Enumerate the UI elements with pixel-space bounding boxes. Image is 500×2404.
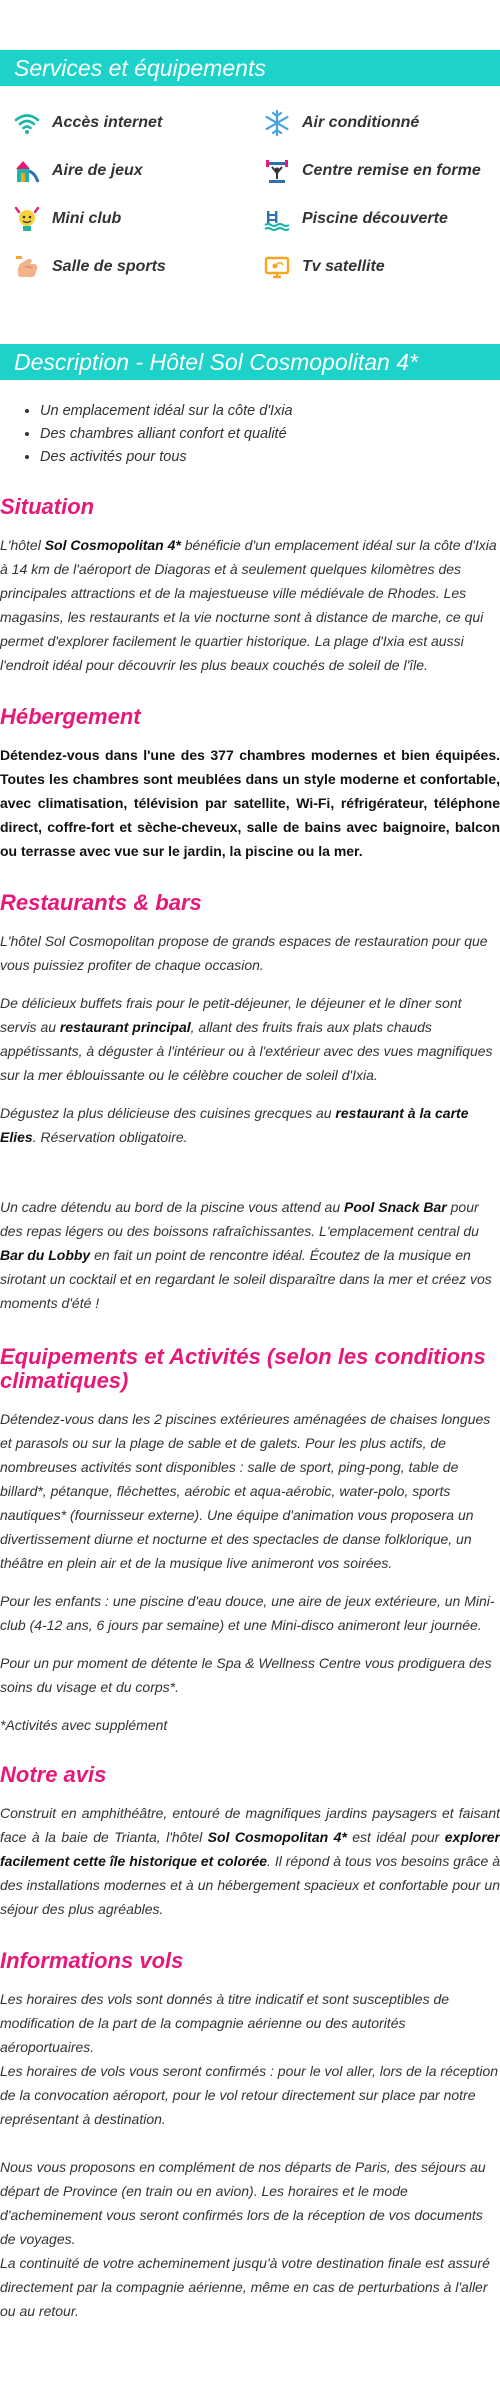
service-label: Salle de sports — [52, 258, 166, 275]
restaurants-section — [0, 891, 500, 1315]
section-title: Hébergement — [0, 704, 141, 729]
mini-club-icon — [10, 204, 44, 234]
service-tv — [260, 252, 500, 282]
tv-icon — [260, 252, 294, 282]
avis-section — [0, 1763, 500, 1921]
highlights-list — [0, 400, 500, 469]
section-title: Notre avis — [0, 1762, 107, 1787]
equipements-text-1: Détendez-vous dans les 2 piscines extérieures aménagées de chaises longues et parasols ou sur la plage de sable et de galets. Pour les plus actifs, de nombreuses activités sont disponibles : salle de sport, ping-pong, table de billard*, pétanque, fléchettes, aérobic et aqua-aérobic, water-polo, sports nautiques* (fournisseur externe). Une équipe d'animation vous proposera un divertissement diurne et nocturne et des spectacles de danse folklorique, un théâtre en plein air et de la musique live animeront vos soirées. — [0, 1411, 491, 1571]
fitness-icon — [260, 156, 294, 186]
hebergement-text: Détendez-vous dans l'une des 377 chambres modernes et bien équipées. Toutes les chambres sont meublées dans un style moderne et confortable, avec climatisation, télévision par satellite, Wi-Fi, réfrigérateur, téléphone direct, coffre-fort et sèche-cheveux, salle de bains avec baignoire, balcon ou terrasse avec vue sur le jardin, la piscine ou la mer. — [0, 747, 500, 859]
service-pool — [260, 204, 500, 234]
sports-icon — [10, 252, 44, 282]
list-item: • Des activités pour tous — [40, 446, 500, 469]
service-sports — [10, 252, 260, 282]
service-label: Centre remise en forme — [302, 162, 481, 179]
service-label: Aire de jeux — [52, 162, 143, 179]
list-item: • Un emplacement idéal sur la côte d'Ixia — [40, 400, 500, 423]
section-title: Equipements et Activités (selon les conditions climatiques) — [0, 1344, 486, 1393]
situation-section — [0, 495, 500, 677]
restaurants-text-3: Dégustez la plus délicieuse des cuisines grecques au restaurant à la carte Elies. Réservation obligatoire. — [0, 1105, 469, 1145]
service-label: Tv satellite — [302, 258, 385, 275]
playground-icon — [10, 156, 44, 186]
snowflake-icon — [260, 108, 294, 138]
vols-text-1: Les horaires des vols sont donnés à titre indicatif et sont susceptibles de modification de la part de la compagnie aérienne ou des autorités aéroportuaires. — [0, 1991, 450, 2055]
service-mini-club — [10, 204, 260, 234]
service-label: Piscine découverte — [302, 210, 448, 227]
vols-text-3: Nous vous proposons en complément de nos départs de Paris, des séjours au départ de Province (en train ou en avion). Les horaires et le mode d'acheminement vous seront confirmés lors de la réception de vos documents de voyages. — [0, 2159, 486, 2247]
vols-section — [0, 1949, 500, 2323]
wifi-icon — [10, 108, 44, 138]
service-air-conditioning — [260, 108, 500, 138]
services-grid — [0, 86, 500, 282]
equipements-text-4: *Activités avec supplément — [0, 1717, 168, 1733]
restaurants-text-2: De délicieux buffets frais pour le petit-déjeuner, le déjeuner et le dîner sont servis au restaurant principal, allant des fruits frais aux plats chauds appétissants, à déguster à l'intérieur ou à l'extérieur avec des vues magnifiques sur la mer éblouissante ou le célèbre coucher de soleil d'Ixia. — [0, 995, 493, 1083]
restaurants-text-4: Un cadre détendu au bord de la piscine vous attend au Pool Snack Bar pour des repas légers ou des boissons rafraîchissantes. L'emplacement central du Bar du Lobby en fait un point de rencontre idéal. Écoutez de la musique en sirotant un cocktail et en regardant le soleil disparaître dans la mer et créez vos moments d'été ! — [0, 1199, 492, 1311]
avis-text: Construit en amphithéâtre, entouré de magnifiques jardins paysagers et faisant face à la baie de Trianta, l'hôtel Sol Cosmopolitan 4* est idéal pour explorer facilement cette île historique et colorée. Il répond à tous vos besoins grâce à des installations modernes et à un hébergement spacieux et confortable pour un séjour des plus agréables. — [0, 1805, 500, 1917]
service-internet — [10, 108, 260, 138]
services-banner: Services et équipements — [0, 50, 500, 86]
section-title: Informations vols — [0, 1948, 184, 1973]
service-label: Accès internet — [52, 114, 163, 131]
vols-text-2: Les horaires de vols vous seront confirmés : pour le vol aller, lors de la réception de la convocation aéroport, pour le vol retour directement sur place par notre représentant à destination. — [0, 2063, 499, 2127]
service-fitness — [260, 156, 500, 186]
section-title: Restaurants & bars — [0, 890, 202, 915]
equipements-section — [0, 1345, 500, 1737]
restaurants-text-1: L'hôtel Sol Cosmopolitan propose de grands espaces de restauration pour que vous puissiez profiter de chaque occasion. — [0, 933, 488, 973]
equipements-text-3: Pour un pur moment de détente le Spa & Wellness Centre vous prodiguera des soins du visage et du corps*. — [0, 1655, 492, 1695]
pool-icon — [260, 204, 294, 234]
service-playground — [10, 156, 260, 186]
situation-text: L'hôtel Sol Cosmopolitan 4* bénéficie d'un emplacement idéal sur la côte d'Ixia à 14 km de l'aéroport de Diagoras et à seulement quelques kilomètres des principales attractions et de la majestueuse ville médiévale de Rhodes. Les magasins, les restaurants et la vie nocturne sont à distance de marche, ce qui permet d'explorer facilement le quartier historique. La plage d'Ixia est aussi l'endroit idéal pour découvrir les plus beaux couchés de soleil de l'île. — [0, 537, 497, 673]
section-title: Situation — [0, 494, 95, 519]
service-label: Air conditionné — [302, 114, 420, 131]
service-label: Mini club — [52, 210, 122, 227]
list-item: • Des chambres alliant confort et qualité — [40, 423, 500, 446]
vols-text-4: La continuité de votre acheminement jusqu'à votre destination finale est assuré directement par la compagnie aérienne, même en cas de perturbations à l'aller ou au retour. — [0, 2255, 490, 2319]
hebergement-section — [0, 705, 500, 863]
equipements-text-2: Pour les enfants : une piscine d'eau douce, une aire de jeux extérieure, un Mini-club (4-12 ans, 6 jours par semaine) et une Mini-disco animeront leur journée. — [0, 1593, 495, 1633]
description-banner: Description - Hôtel Sol Cosmopolitan 4* — [0, 344, 500, 380]
